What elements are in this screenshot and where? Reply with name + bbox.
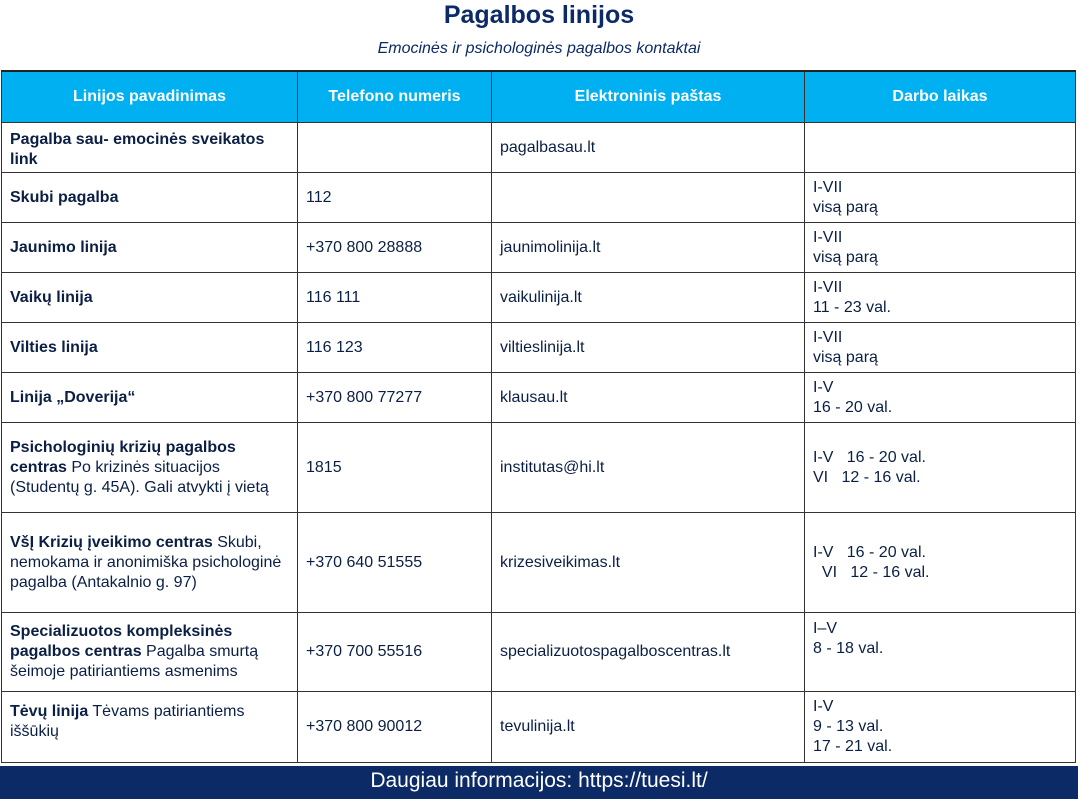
hours-cell bbox=[805, 123, 1076, 173]
line-description: Tėvams patiriantiems iššūkių bbox=[10, 703, 245, 740]
email-cell: viltieslinija.lt bbox=[492, 323, 805, 373]
header-name: Linijos pavadinimas bbox=[2, 71, 298, 123]
table-row bbox=[2, 423, 1076, 513]
header-phone: Telefono numeris bbox=[298, 71, 492, 123]
helplines-table bbox=[1, 70, 1076, 763]
table-row bbox=[2, 373, 1076, 423]
hours-line: 9 - 13 val. bbox=[813, 718, 884, 735]
header-email: Elektroninis paštas bbox=[492, 71, 805, 123]
line-name-cell bbox=[2, 373, 298, 423]
line-name: Pagalba sau- emocinės sveikatos link bbox=[10, 130, 265, 168]
line-name-cell bbox=[2, 613, 298, 692]
header-hours: Darbo laikas bbox=[805, 71, 1076, 123]
line-name-cell bbox=[2, 173, 298, 223]
table-header-row bbox=[2, 71, 1076, 123]
phone-cell bbox=[298, 123, 492, 173]
footer-banner: Daugiau informacijos: https://tuesi.lt/ bbox=[0, 766, 1078, 799]
table-row bbox=[2, 323, 1076, 373]
table-row bbox=[2, 613, 1076, 692]
email-cell: specializuotospagalboscentras.lt bbox=[492, 613, 805, 692]
line-description: Skubi, nemokama ir anonimiška psichologinė pagalba (Antakalnio g. 97) bbox=[10, 533, 282, 591]
email-cell: pagalbasau.lt bbox=[492, 123, 805, 173]
hours-line: I–V bbox=[813, 620, 838, 637]
line-name-cell bbox=[2, 513, 298, 613]
hours-line: visą parą bbox=[813, 248, 878, 266]
table-row bbox=[2, 692, 1076, 763]
email-cell: institutas@hi.lt bbox=[492, 423, 805, 513]
hours-cell bbox=[805, 223, 1076, 273]
phone-cell: 116 123 bbox=[298, 323, 492, 373]
line-name: Vaikų linija bbox=[10, 288, 93, 306]
hours-cell bbox=[805, 323, 1076, 373]
hours-line: I-V 16 - 20 val. bbox=[813, 448, 926, 466]
hours-cell bbox=[805, 273, 1076, 323]
email-cell: vaikulinija.lt bbox=[492, 273, 805, 323]
hours-line: VI 12 - 16 val. bbox=[813, 468, 921, 486]
phone-cell: +370 800 77277 bbox=[298, 373, 492, 423]
line-name-cell bbox=[2, 123, 298, 173]
hours-line: I-V bbox=[813, 378, 834, 396]
hours-cell bbox=[805, 423, 1076, 513]
phone-cell: +370 800 28888 bbox=[298, 223, 492, 273]
line-name-cell bbox=[2, 273, 298, 323]
phone-cell: +370 800 90012 bbox=[298, 692, 492, 763]
line-description: Pagalba smurtą šeimoje patiriantiems asmenims bbox=[10, 643, 259, 680]
hours-cell bbox=[805, 373, 1076, 423]
table-row bbox=[2, 123, 1076, 173]
line-name-cell bbox=[2, 692, 298, 763]
table-row bbox=[2, 223, 1076, 273]
email-cell: krizesiveikimas.lt bbox=[492, 513, 805, 613]
line-name: Vilties linija bbox=[10, 338, 98, 356]
page-title: Pagalbos linijos bbox=[443, 1, 635, 29]
hours-line: visą parą bbox=[813, 198, 878, 216]
line-description: Po krizinės situacijos (Studentų g. 45A). Gali atvykti į vietą bbox=[10, 458, 269, 496]
line-name: Jaunimo linija bbox=[10, 238, 117, 256]
hours-line: I-VII bbox=[813, 178, 843, 196]
email-cell bbox=[492, 173, 805, 223]
line-name-cell bbox=[2, 223, 298, 273]
email-cell: klausau.lt bbox=[492, 373, 805, 423]
table-row bbox=[2, 513, 1076, 613]
line-name: Psichologinių krizių pagalbos centras bbox=[10, 438, 236, 476]
hours-line: I-V bbox=[813, 698, 834, 715]
hours-line: I-VII bbox=[813, 328, 843, 346]
hours-line: 11 - 23 val. bbox=[813, 298, 891, 316]
hours-line: I-VII bbox=[813, 278, 843, 296]
phone-cell: 116 111 bbox=[298, 273, 492, 323]
line-name-cell bbox=[2, 423, 298, 513]
line-name: Linija „Doverija“ bbox=[10, 388, 136, 406]
line-name-cell bbox=[2, 323, 298, 373]
hours-line: 8 - 18 val. bbox=[813, 640, 884, 657]
line-name: Specializuotos kompleksinės pagalbos centras bbox=[10, 623, 233, 660]
phone-cell: +370 700 55516 bbox=[298, 613, 492, 692]
hours-line: visą parą bbox=[813, 348, 878, 366]
hours-line: 16 - 20 val. bbox=[813, 398, 893, 416]
hours-cell bbox=[805, 513, 1076, 613]
phone-cell: +370 640 51555 bbox=[298, 513, 492, 613]
phone-cell: 112 bbox=[298, 173, 492, 223]
phone-cell: 1815 bbox=[298, 423, 492, 513]
line-name: Tėvų linija bbox=[10, 703, 89, 720]
hours-cell bbox=[805, 173, 1076, 223]
hours-line: I-VII bbox=[813, 228, 843, 246]
hours-line: I-V 16 - 20 val. bbox=[813, 543, 926, 561]
page-subtitle: Emocinės ir psichologinės pagalbos kontaktai bbox=[377, 40, 701, 57]
line-name: Skubi pagalba bbox=[10, 188, 119, 206]
hours-line: 17 - 21 val. bbox=[813, 738, 893, 755]
hours-line: VI 12 - 16 val. bbox=[813, 563, 930, 581]
line-name: VšĮ Krizių įveikimo centras bbox=[10, 533, 213, 551]
hours-cell bbox=[805, 692, 1076, 763]
hours-cell bbox=[805, 613, 1076, 692]
email-cell: tevulinija.lt bbox=[492, 692, 805, 763]
email-cell: jaunimolinija.lt bbox=[492, 223, 805, 273]
table-row bbox=[2, 173, 1076, 223]
table-row bbox=[2, 273, 1076, 323]
